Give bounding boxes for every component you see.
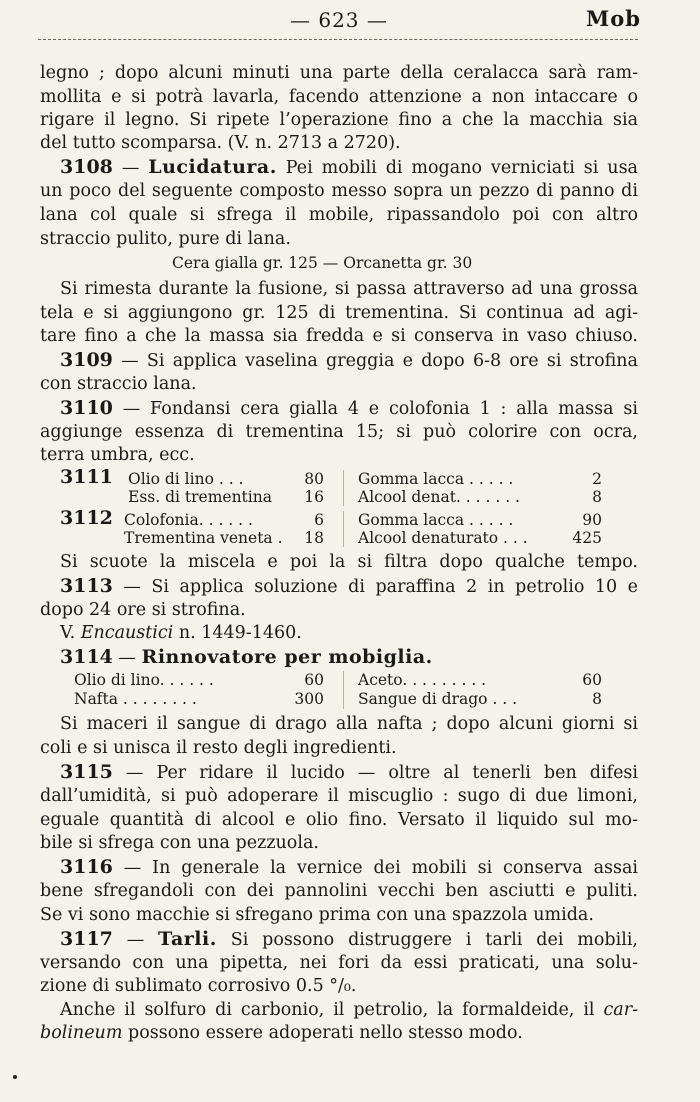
text-line: dopo 24 ore si strofina. bbox=[40, 600, 246, 620]
entry-number: 3109 bbox=[60, 349, 113, 371]
page-number: — 623 — bbox=[290, 8, 388, 32]
ingredient-qty: 60 bbox=[304, 671, 324, 689]
entry-3108-first-line: 3108 — Lucidatura. Pei mobili di mogano verniciati si usa bbox=[60, 156, 638, 178]
text-line: zione di sublimato corrosivo 0.5 °/₀. bbox=[40, 976, 357, 996]
text-line: tare fino a che la massa sia fredda e si conserva in vaso chiuso. bbox=[40, 326, 638, 346]
text-line: Se vi sono macchie si sfregano prima con una spazzola umida. bbox=[40, 905, 594, 925]
ingredient-qty: 8 bbox=[592, 488, 602, 506]
entry-number: 3112 bbox=[60, 507, 113, 529]
text-line: del tutto scomparsa. (V. n. 2713 a 2720). bbox=[40, 133, 401, 153]
entry-number: 3117 bbox=[60, 928, 113, 950]
text-line: versando con una pipetta, nei fori da essi praticati, una solu- bbox=[40, 953, 638, 973]
cross-reference: V. Encaustici n. 1449-1460. bbox=[60, 623, 302, 643]
entry-3115-first-line: 3115 — Per ridare il lucido — oltre al tenerli ben difesi bbox=[60, 761, 638, 783]
ingredient-qty: 18 bbox=[304, 529, 324, 547]
text-line: con straccio lana. bbox=[40, 374, 197, 394]
text-line: bile si sfrega con una pezzuola. bbox=[40, 833, 319, 853]
ingredient-name: Alcool denaturato . . . bbox=[358, 529, 528, 547]
ingredient-qty: 90 bbox=[582, 511, 602, 529]
entry-3109-first-line: 3109 — Si applica vaselina greggia e dopo 6-8 ore si strofina bbox=[60, 349, 638, 371]
text-line: straccio pulito, pure di lana. bbox=[40, 229, 291, 249]
text-line: legno ; dopo alcuni minuti una parte della ceralacca sarà ram- bbox=[40, 63, 638, 83]
text-line: Si maceri il sangue di drago alla nafta ; dopo alcuni giorni si bbox=[60, 714, 638, 734]
text-line: Si rimesta durante la fusione, si passa attraverso ad una grossa bbox=[60, 279, 638, 299]
text-line: Anche il solfuro di carbonio, il petrolio, la formaldeide, il car- bbox=[60, 1000, 638, 1020]
entry-number: 3110 bbox=[60, 397, 113, 419]
ingredient-qty: 2 bbox=[592, 470, 602, 488]
ingredient-qty: 80 bbox=[304, 470, 324, 488]
ingredient-qty: 16 bbox=[304, 488, 324, 506]
ingredient-name: Aceto. . . . . . . . . bbox=[358, 671, 487, 689]
column-separator bbox=[343, 671, 344, 709]
ingredient-name: Colofonia. . . . . . bbox=[124, 511, 253, 529]
entry-title: Rinnovatore per mobiglia. bbox=[141, 646, 433, 668]
ingredient-qty: 300 bbox=[294, 690, 324, 708]
ink-speck bbox=[13, 1075, 17, 1079]
text-line: tela e si aggiungono gr. 125 di trementina. Si continua ad agi- bbox=[40, 303, 638, 323]
ingredient-name: Olio di lino. . . . . . bbox=[74, 671, 214, 689]
text-line: eguale quantità di alcool e olio fino. Versato il liquido sul mo- bbox=[40, 810, 638, 830]
text-line: un poco del seguente composto messo sopra un pezzo di panno di bbox=[40, 181, 638, 201]
entry-3110-first-line: 3110 — Fondansi cera gialla 4 e colofonia 1 : alla massa si bbox=[60, 397, 638, 419]
recipe-formula: Cera gialla gr. 125 — Orcanetta gr. 30 bbox=[172, 254, 473, 272]
column-separator bbox=[343, 470, 344, 506]
ingredient-qty: 8 bbox=[592, 690, 602, 708]
ingredient-name: Nafta . . . . . . . . bbox=[74, 690, 197, 708]
entry-number: 3111 bbox=[60, 466, 113, 488]
entry-number: 3108 bbox=[60, 156, 113, 178]
ingredient-qty: 60 bbox=[582, 671, 602, 689]
entry-number: 3114 bbox=[60, 646, 113, 668]
text-line: rigare il legno. Si ripete l’operazione fino a che la macchia sia bbox=[40, 110, 638, 130]
entry-number: 3115 bbox=[60, 761, 113, 783]
text-line: terra umbra, ecc. bbox=[40, 445, 195, 465]
entry-3116-first-line: 3116 — In generale la vernice dei mobili si conserva assai bbox=[60, 856, 638, 878]
entry-number: 3113 bbox=[60, 575, 113, 597]
ingredient-name: Trementina veneta . bbox=[124, 529, 283, 547]
text-line: lana col quale si sfrega il mobile, ripassandolo poi con altro bbox=[40, 205, 638, 225]
entry-3114-heading: 3114 — Rinnovatore per mobiglia. bbox=[60, 646, 433, 668]
header-rule bbox=[38, 39, 638, 40]
entry-title: Tarli. bbox=[158, 928, 217, 950]
ingredient-name: Gomma lacca . . . . . bbox=[358, 511, 514, 529]
column-separator bbox=[343, 511, 344, 547]
text-line: dall’umidità, si può adoperare il miscuglio : sugo di due limoni, bbox=[40, 786, 638, 806]
ingredient-name: Sangue di drago . . . bbox=[358, 690, 518, 708]
entry-title: Lucidatura. bbox=[148, 156, 277, 178]
ingredient-qty: 6 bbox=[314, 511, 324, 529]
text-line: mollita e si potrà lavarla, facendo attenzione a non intaccare o bbox=[40, 87, 638, 107]
text-line: aggiunge essenza di trementina 15; si può colorire con ocra, bbox=[40, 422, 638, 442]
text-line: bene sfregandoli con dei pannolini vecchi ben asciutti e puliti. bbox=[40, 881, 638, 901]
running-title: Mob bbox=[586, 6, 641, 31]
entry-3113-first-line: 3113 — Si applica soluzione di paraffina 2 in petrolio 10 e bbox=[60, 575, 638, 597]
ingredient-name: Gomma lacca . . . . . bbox=[358, 470, 514, 488]
text-line: coli e si unisca il resto degli ingredienti. bbox=[40, 738, 397, 758]
entry-number: 3116 bbox=[60, 856, 113, 878]
ingredient-name: Alcool denat. . . . . . . bbox=[358, 488, 520, 506]
text-line: Si scuote la miscela e poi la si filtra dopo qualche tempo. bbox=[60, 552, 638, 572]
entry-3117-first-line: 3117 — Tarli. Si possono distruggere i tarli dei mobili, bbox=[60, 928, 638, 950]
ingredient-qty: 425 bbox=[572, 529, 602, 547]
text-line: bolineum possono essere adoperati nello stesso modo. bbox=[40, 1023, 523, 1043]
ingredient-name: Olio di lino . . . bbox=[128, 470, 244, 488]
ingredient-name: Ess. di trementina bbox=[128, 488, 272, 506]
